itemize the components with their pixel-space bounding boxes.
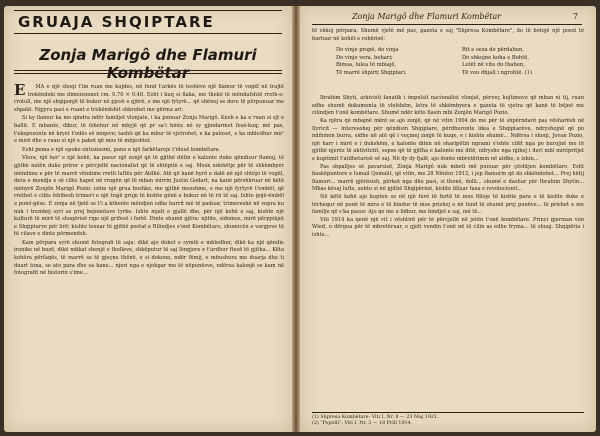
- poem-left-column: [336, 47, 456, 77]
- right-page: [300, 6, 596, 432]
- left-page: [4, 6, 292, 432]
- poem-line: Të vou dhjall i ngrohtë. (1): [462, 69, 533, 76]
- dropcap: E: [14, 81, 26, 99]
- paragraph: Esht pema e një epoke entuziasmi, pune e një farkëtareje t'idesë kombëtare.: [22, 146, 221, 153]
- right-body-text: [312, 28, 584, 239]
- paragraph: Vlora, një her' e një kohë, ka pasur një zonjë që të gjithë diitin e kalonte duke qëndisur flamuj, të gjithë natën duke prirur e përcjellë nacionalist që të shtëpitë e saj. Mosk ndehëtje për të shkëmbyer mëndime e për të marrë vëndime rreth luftës për Atdhé. Atë që kanë hyrë e dalë në një shtëpi të vogël, dera e mendja e së cilës hapet në rrugën që të mban mirrin Justin Godart, na kanë përshkruar në këtë mënyrë Zonjën Marigô Pozio: ishte një grua boshke, me gjithë mosshme, e me një fyrtyrë t'embël, që rrethet e cilës fshihesh trimeri e një trajë gruje të kishte gënë e bukur në të rii të saj. Ishte gojë-ëmbël e punë-gëse. E zonja në tjelë se t'i a kthente mëndjen edhe burrit më të paduar, trimereshë në vepra ku nuk i trembej syri as prej bejonetave tyrke. Ishte mjalt e gjallë dhe, për një kohë e saj, kishte një kulturë të mirë të shoqërisë rige një grifesë i fortë. Dinte shumë gjëra: njihte, sidomos, mirë përpjekjet e Shqiptarve për lirë; kishte lexuar të gjithë postat e Rilindjes s'onë Kombëtare, shumicën e vargjeve të të cilave e dinte përmendsh.: [14, 155, 284, 238]
- paragraph: Kam përpara syrë shumë fotografi të saja: dikë ajo duket e symtë e mbledhur, dikë ka një qëndie ironike në buzë, dikë ndikat shenjë e thelleve, shkëputur të saj lëngjere e t'ardhur ftesë të gjitha... Këta kohëra përfaqës, të marrë se të gjeçne thënë, e si dokeno, ndër fëmij, e mbushura me duarja dhe ti duart tona, se ato para dhe sa kane... njeri nga e njohgar me të nëpunësve, ndërsa kalonjë se kam në fotografit në historin s'ime...: [14, 239, 284, 277]
- poem-line: Do shkojne koha e Bohtë,: [462, 54, 530, 61]
- paragraph: të shkoj përpara. Shumë vjetë më pas, gazeta e saj "Shpresa Kombëtare", do të botojë një poezi të bartuar në kohët e robërisë:: [312, 28, 584, 42]
- poem-line: Të marrë shpirti Shqiptari,: [336, 69, 407, 76]
- poem-line: Do vinje vera, behari;: [336, 54, 393, 61]
- footnote: (2) "Popolli": Viti I, Nr. 3 — 18 Prill 1914.: [312, 421, 413, 427]
- poem-line: Bimsa, lulea të mbiajë,: [336, 62, 397, 69]
- footnote: (1) Shpresa Kombëtare: Viti I, Nr. 8 — 23 Maj 1921.: [312, 415, 439, 420]
- poem: [312, 47, 584, 89]
- article-title: Zonja Marigô dhe Flamuri Kombëtar: [39, 46, 257, 82]
- paragraph: Në këtë kohë ajo kupton se në një furë të fortë të mos filloje të kishte para e të kishte duke e tërhequr në punë të mira e të bindur të mos prishej e në fund të shumë prej punëve... të prishet e me familje që s'ka pasur. Ajo qe me u lidhur, me bindjet e saj, më të...: [312, 193, 584, 216]
- poem-line: Rit e seza do përdahen,: [462, 47, 525, 54]
- running-head-title: Zonja Marigô dhe Flamuri Kombëtar: [352, 12, 502, 21]
- footnotes: [312, 412, 584, 428]
- masthead-title: GRUAJA SHQIPTARE: [18, 13, 215, 31]
- page-number: 7: [572, 12, 578, 21]
- paragraph: Ka njëra që mbajnë mënt se ajo zonjë, që në vitin 1904 do me për të shpërndarë pas vësharësh në Ilyricit — interesohej për qëndisin Shqiptare, përdhuronte idea e Shqiptarëve, ndryshojnë që po ndihmon burra, sidhe në atë që i veçmej zonjë të kuqe, e i kishte shumë... Ndërsa i shoqi, Jovan Pozio, një harr i mirë e i dukshëm, e kalonte diten në sharipëtin ngrami s'ishte cilët nga po burojnë me të gjithë njerëz të aktivitetit, sepse që të gjitha e kalonte me ditë, ndryshe nga njihej i deri mbi mirëpritjet e kuptimit t'atdhetarisë së saj. Në dy dy fjalë, ajo donte mbretërimin në atdhe, e ishin...: [312, 117, 584, 162]
- poem-right-column: [462, 47, 582, 77]
- masthead: [14, 10, 282, 34]
- paragraph: E MA e një shoqi t'im ruan me kujdes, në fund t'arkës të teshëve një flamur të vogël në trajtë trekëndshi me dimensionet cm. 0.70 × 0.40. Esht i kuq si flaka, me thekë të mëndafshtë rreth-e-rrotull, me një shqiponjë të bukur në pjesë e gjërë, e me një fytyrë... që shënoj se dore të përpunuar me shpatë. Ngjyra pasi e ruant e trekëndshit shkruhet me gërma ari:: [14, 84, 284, 114]
- paragraph: Si ky flamur ka me qindra ndër familjet vlonjate, i ka punuar Zonja Marigô. Kush e ka e ruan si sjt e ballit. E mbante, dikur, të fshehur në mbyjë që pr sa'i binte në sy gjindarmet fesë-kuq; më pas, t'ekspozonte në kryet t'odës së miqeve; tashti që ka mbur të vjetrohet, e ka paloset, e ka mbledhur mir' e mirë dhe e ruan si një e paket që mos të mbjeshtet.: [14, 115, 284, 145]
- paragraph: Viti 1914 ka qenë një vit i vështirë për të përcjellë në jetën t'onë kombëtare. Princi gjerman von Wied, u dërgua për të mbretëruar, e gjeti vendin t'onë në të cilin as edhe fryma... të shuaj. Shqipëria i ishte...: [312, 216, 584, 238]
- running-head: [312, 12, 582, 25]
- paragraph: Pas shpalljes së pavarsisë, Zonja Marigô nuk mbeti më punuar për çështjen kombëtare. Esht baskëpuntore e Ismail Qemalit, që vitin, me 28 Nëntor 1912, i jep flamurin që do shkëndohet... Prej këtij flamuri... marrë gjërësish, përket nga dhe pasi, si thonë, dolli... shumë e dashur për Ibrahim Shytin... Mbas kësaj lufte, ashtu si në gjithë Shqipërinë, kishte filluar faza e revolucionit...: [312, 163, 584, 193]
- poem-line: Lotët në vite do thahen,: [462, 62, 525, 69]
- title-rule: [14, 70, 282, 74]
- left-body-text: [14, 81, 284, 278]
- paragraph: Ibrahim Shyti, arkivisti fanatik i impulsit nacionalist vlonjat, përveç kujtimeve që mban ni tij, ruan edhe shumë dokumenta të vlefshëm, letra të shkëmbyera e gazeta të vjetra që kanë të bëjnë me cilindjen t'onë kombëtare. Shumë ndër këto flasin mbi Zonjën Marigô Pozio.: [312, 95, 584, 117]
- book-gutter: [292, 6, 300, 432]
- poem-line: Do vinje prapë, do vinja: [336, 47, 399, 54]
